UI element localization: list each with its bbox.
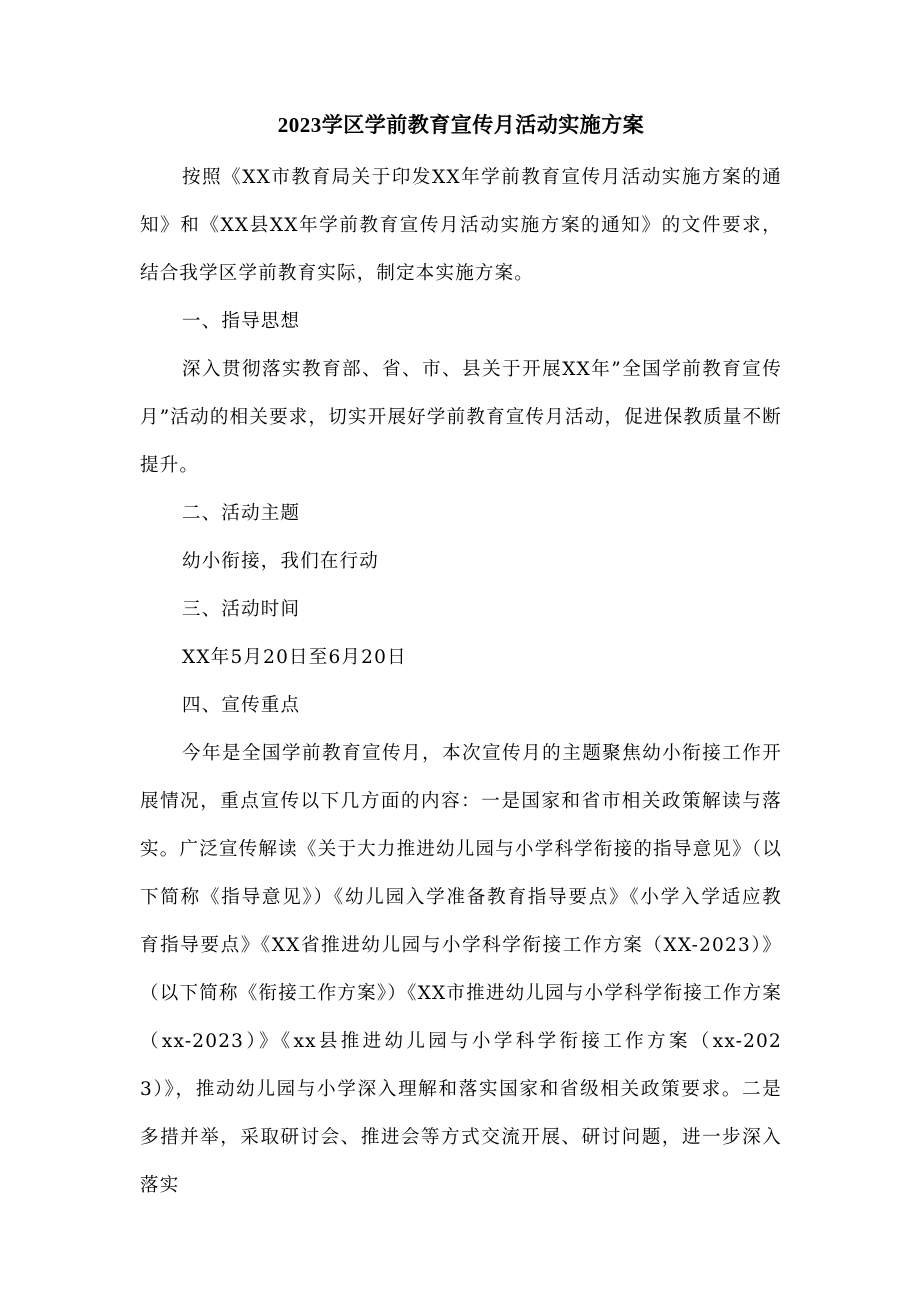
section-heading-activity-time: 三、活动时间 <box>182 599 301 620</box>
section-heading-publicity-focus: 四、宣传重点 <box>182 695 301 716</box>
publicity-focus-paragraph: 今年是全国学前教育宣传月，本次宣传月的主题聚焦幼小衔接工作开展情况，重点宣传以下几方面的内容：一是国家和省市相关政策解读与落实。广泛宣传解读《关于大力推进幼儿园与小学科学衔接的指导意见》（以下简称《指导意见》）《幼儿园入学准备教育指导要点》《小学入学适应教育指导要点》《XX省推进幼儿园与小学科学衔接工作方案（XX-2023）》（以下简称《衔接工作方案》）《XX市推进幼儿园与小学科学衔接工作方案（xx-2023）》《xx县推进幼儿园与小学科学衔接工作方案（xx-2023）》，推动幼儿园与小学深入理解和落实国家和省级相关政策要求。二是多措并举，采取研讨会、推进会等方式交流开展、研讨问题，进一步深入落实 <box>140 743 782 1196</box>
document-title: 2023学区学前教育宣传月活动实施方案 <box>277 113 645 137</box>
intro-paragraph: 按照《XX市教育局关于印发XX年学前教育宣传月活动实施方案的通知》和《XX县XX年学前教育宣传月活动实施方案的通知》的文件要求，结合我学区学前教育实际，制定本实施方案。 <box>140 167 782 284</box>
document-page <box>140 110 782 1210</box>
activity-theme-paragraph: 幼小衔接，我们在行动 <box>182 551 380 572</box>
section-heading-guiding-ideology: 一、指导思想 <box>182 311 301 332</box>
activity-time-paragraph: XX年5月20日至6月20日 <box>182 647 407 668</box>
guiding-ideology-paragraph: 深入贯彻落实教育部、省、市、县关于开展XX年”全国学前教育宣传月”活动的相关要求，切实开展好学前教育宣传月活动，促进保教质量不断提升。 <box>140 359 782 476</box>
section-heading-activity-theme: 二、活动主题 <box>182 503 301 524</box>
